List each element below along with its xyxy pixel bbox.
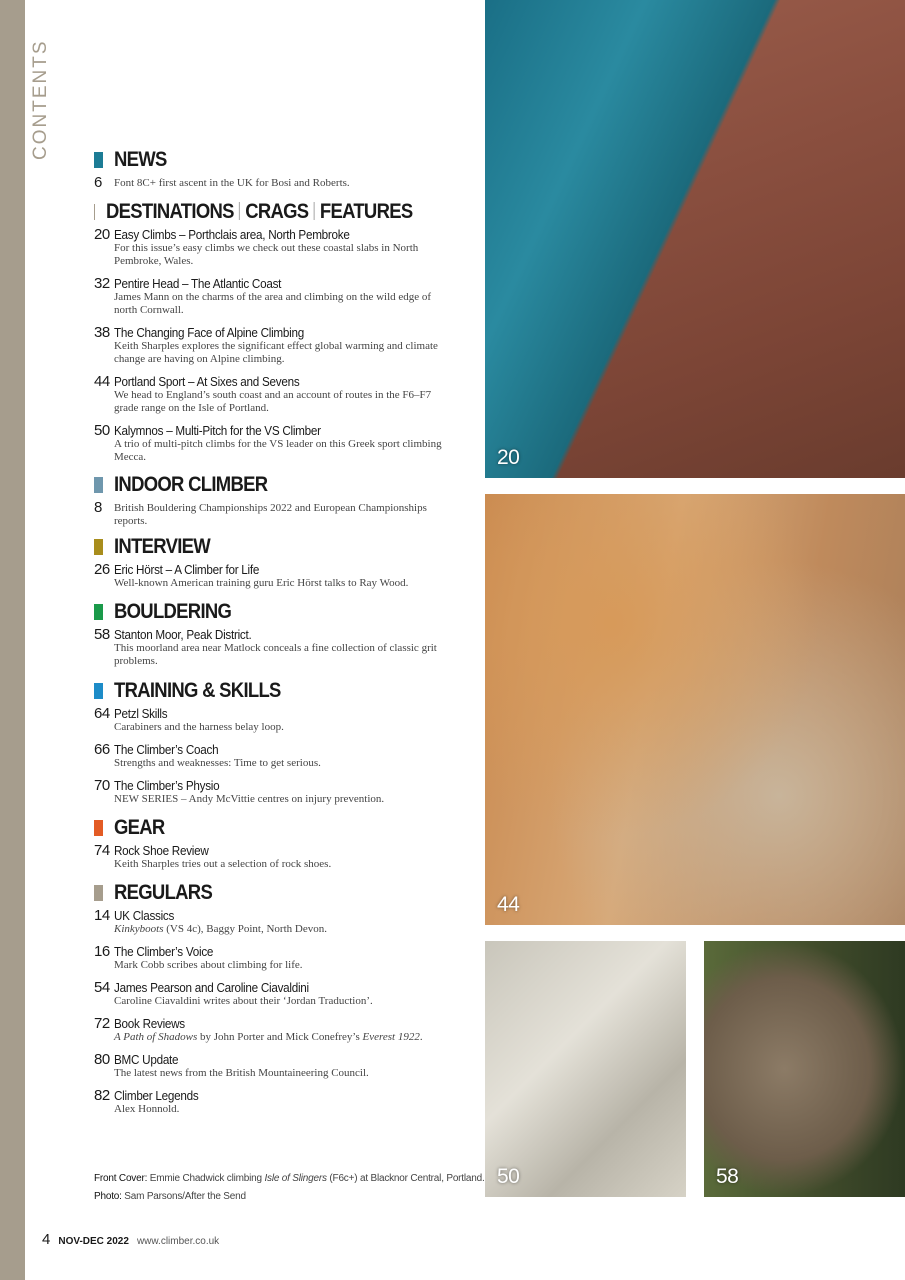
entry-description bbox=[114, 242, 454, 268]
section-heading bbox=[94, 679, 454, 703]
entry-page-number: 50 bbox=[94, 422, 110, 439]
section-heading bbox=[94, 816, 454, 840]
toc-entry[interactable] bbox=[94, 742, 454, 770]
description-segment: We head to England’s south coast and an account of routes in the F6–F7 grade range on the Isle of Portland. bbox=[114, 389, 432, 414]
toc-entry[interactable] bbox=[94, 843, 454, 871]
entry-description bbox=[114, 757, 454, 770]
entry-description bbox=[114, 995, 454, 1008]
entry-page-number: 20 bbox=[94, 226, 110, 243]
entry-description bbox=[114, 1067, 454, 1080]
entry-title: Book Reviews bbox=[114, 1016, 185, 1031]
description-segment: . bbox=[419, 1031, 423, 1043]
entry-page-number: 6 bbox=[94, 174, 102, 191]
section-title-part: FEATURES bbox=[319, 200, 413, 223]
entry-body bbox=[114, 980, 454, 1008]
entry-description bbox=[114, 438, 454, 464]
description-segment: Kinkyboots bbox=[114, 923, 164, 935]
section-title bbox=[114, 473, 267, 497]
section-heading bbox=[94, 473, 454, 497]
entry-body bbox=[114, 908, 454, 936]
entry-body bbox=[114, 778, 454, 806]
toc-section bbox=[94, 816, 454, 879]
section-color-marker bbox=[94, 539, 103, 555]
entry-title: Kalymnos – Multi-Pitch for the VS Climber bbox=[114, 423, 321, 438]
section-title-part: BOULDERING bbox=[114, 600, 232, 623]
entry-page-number: 70 bbox=[94, 777, 110, 794]
entry-title: BMC Update bbox=[114, 1052, 179, 1067]
entry-title: The Changing Face of Alpine Climbing bbox=[114, 325, 304, 340]
toc-section bbox=[94, 473, 454, 536]
toc-entry[interactable] bbox=[94, 325, 454, 366]
entry-body bbox=[114, 944, 454, 972]
entry-page-number: 54 bbox=[94, 979, 110, 996]
section-title bbox=[114, 148, 167, 172]
issue-date: NOV-DEC 2022 bbox=[58, 1236, 129, 1247]
entry-body bbox=[114, 276, 454, 317]
photo-label: Photo: bbox=[94, 1191, 122, 1202]
entry-title: The Climber’s Voice bbox=[114, 944, 214, 959]
entry-page-number: 58 bbox=[94, 626, 110, 643]
toc-entry[interactable] bbox=[94, 500, 454, 528]
description-segment: Font 8C+ first ascent in the UK for Bosi and Roberts. bbox=[114, 177, 350, 189]
contents-label: CONTENTS bbox=[30, 39, 51, 160]
photo-page-number: 44 bbox=[497, 893, 520, 916]
description-segment: Mark Cobb scribes about climbing for life. bbox=[114, 959, 303, 971]
toc-entry[interactable] bbox=[94, 1052, 454, 1080]
entry-description bbox=[114, 291, 454, 317]
photo-page-50[interactable] bbox=[485, 941, 686, 1197]
section-color-marker bbox=[94, 152, 103, 168]
entry-description bbox=[114, 1031, 454, 1044]
entry-page-number: 26 bbox=[94, 561, 110, 578]
entry-title: Climber Legends bbox=[114, 1088, 199, 1103]
section-title-part: INDOOR CLIMBER bbox=[114, 473, 268, 496]
website-link[interactable]: www.climber.co.uk bbox=[136, 1236, 220, 1247]
page-footer bbox=[42, 1231, 219, 1248]
entry-page-number: 82 bbox=[94, 1087, 110, 1104]
section-color-marker bbox=[94, 604, 103, 620]
entry-title: The Climber’s Coach bbox=[114, 742, 219, 757]
section-title-part: REGULARS bbox=[114, 881, 213, 904]
description-segment: Everest 1922 bbox=[362, 1031, 420, 1043]
toc-entry[interactable] bbox=[94, 227, 454, 268]
entry-title: Stanton Moor, Peak District. bbox=[114, 627, 252, 642]
description-segment: A Path of Shadows bbox=[114, 1031, 198, 1043]
entry-description bbox=[114, 340, 454, 366]
toc-section bbox=[94, 881, 454, 1124]
photo-page-number: 58 bbox=[716, 1165, 739, 1188]
entry-description bbox=[114, 959, 454, 972]
photo-page-number: 50 bbox=[497, 1165, 520, 1188]
entry-body bbox=[114, 227, 454, 268]
entry-body bbox=[114, 374, 454, 415]
entry-body bbox=[114, 562, 454, 590]
section-heading bbox=[94, 200, 454, 224]
entry-description bbox=[114, 923, 454, 936]
entry-page-number: 66 bbox=[94, 741, 110, 758]
entry-body bbox=[114, 1016, 454, 1044]
entry-description bbox=[114, 177, 454, 190]
section-title-part: NEWS bbox=[114, 148, 167, 171]
toc-entry[interactable] bbox=[94, 778, 454, 806]
description-segment: A trio of multi-pitch climbs for the VS leader on this Greek sport climbing Mecca. bbox=[114, 438, 442, 463]
section-title bbox=[106, 200, 412, 224]
description-segment: Alex Honnold. bbox=[114, 1103, 180, 1115]
cover-route: Isle of Slingers bbox=[264, 1173, 327, 1184]
section-color-marker bbox=[94, 885, 103, 901]
entry-page-number: 74 bbox=[94, 842, 110, 859]
entry-description bbox=[114, 721, 454, 734]
section-color-marker bbox=[94, 477, 103, 493]
entry-page-number: 16 bbox=[94, 943, 110, 960]
cover-credit bbox=[94, 1170, 485, 1206]
entry-page-number: 44 bbox=[94, 373, 110, 390]
description-segment: (VS 4c), Baggy Point, North Devon. bbox=[163, 923, 327, 935]
toc-section bbox=[94, 148, 454, 198]
toc-entry[interactable] bbox=[94, 175, 454, 190]
entry-title: Rock Shoe Review bbox=[114, 843, 209, 858]
toc-entry[interactable] bbox=[94, 276, 454, 317]
entry-title: UK Classics bbox=[114, 908, 175, 923]
entry-body bbox=[114, 175, 454, 190]
toc-entry[interactable] bbox=[94, 706, 454, 734]
section-title bbox=[114, 679, 281, 703]
entry-description bbox=[114, 858, 454, 871]
section-title bbox=[114, 816, 165, 840]
entry-page-number: 72 bbox=[94, 1015, 110, 1032]
description-segment: Keith Sharples tries out a selection of rock shoes. bbox=[114, 858, 332, 870]
entry-page-number: 80 bbox=[94, 1051, 110, 1068]
entry-page-number: 14 bbox=[94, 907, 110, 924]
entry-title: Petzl Skills bbox=[114, 706, 168, 721]
section-title bbox=[114, 535, 210, 559]
toc-section bbox=[94, 200, 454, 472]
cover-text: Emmie Chadwick climbing bbox=[147, 1173, 265, 1184]
description-segment: This moorland area near Matlock conceals a fine collection of classic grit problems. bbox=[114, 642, 437, 667]
description-segment: The latest news from the British Mountaineering Council. bbox=[114, 1067, 369, 1079]
section-title-part: TRAINING & SKILLS bbox=[114, 679, 281, 702]
section-title-part: DESTINATIONS bbox=[105, 200, 234, 223]
entry-body bbox=[114, 627, 454, 668]
toc-entry[interactable] bbox=[94, 980, 454, 1008]
description-segment: For this issue’s easy climbs we check out these coastal slabs in North Pembroke, Wales. bbox=[114, 242, 419, 267]
entry-description bbox=[114, 1103, 454, 1116]
entry-body bbox=[114, 742, 454, 770]
description-segment: British Bouldering Championships 2022 and European Championships reports. bbox=[114, 502, 427, 527]
side-color-strip bbox=[0, 0, 25, 1280]
section-title-part: INTERVIEW bbox=[114, 535, 211, 558]
cover-label: Front Cover: bbox=[94, 1173, 148, 1184]
entry-page-number: 64 bbox=[94, 705, 110, 722]
section-title bbox=[114, 881, 212, 905]
entry-description bbox=[114, 577, 454, 590]
section-title bbox=[114, 600, 231, 624]
entry-body bbox=[114, 325, 454, 366]
entry-page-number: 32 bbox=[94, 275, 110, 292]
section-heading bbox=[94, 148, 454, 172]
entry-body bbox=[114, 1052, 454, 1080]
photo-page-58[interactable] bbox=[704, 941, 905, 1197]
section-color-marker bbox=[94, 820, 103, 836]
section-color-marker bbox=[94, 204, 95, 220]
section-heading bbox=[94, 535, 454, 559]
entry-title: Pentire Head – The Atlantic Coast bbox=[114, 276, 282, 291]
entry-body bbox=[114, 843, 454, 871]
description-segment: NEW SERIES – Andy McVittie centres on injury prevention. bbox=[114, 793, 385, 805]
toc-section bbox=[94, 600, 454, 676]
entry-description bbox=[114, 502, 454, 528]
entry-title: Easy Climbs – Porthclais area, North Pembroke bbox=[114, 227, 350, 242]
entry-title: Portland Sport – At Sixes and Sevens bbox=[114, 374, 300, 389]
entry-page-number: 8 bbox=[94, 499, 102, 516]
toc-section bbox=[94, 535, 454, 598]
entry-body bbox=[114, 1088, 454, 1116]
photo-page-44[interactable] bbox=[485, 494, 905, 925]
description-segment: by John Porter and Mick Conefrey’s bbox=[197, 1031, 363, 1043]
photo-page-20[interactable] bbox=[485, 0, 905, 478]
photo-credit: Sam Parsons/After the Send bbox=[121, 1191, 246, 1202]
toc-entry[interactable] bbox=[94, 944, 454, 972]
entry-body bbox=[114, 423, 454, 464]
cover-text: (F6c+) at Blacknor Central, Portland. bbox=[326, 1173, 485, 1184]
entry-description bbox=[114, 793, 454, 806]
section-title-part: GEAR bbox=[114, 816, 165, 839]
toc-entry[interactable] bbox=[94, 374, 454, 415]
entry-description bbox=[114, 642, 454, 668]
entry-body bbox=[114, 500, 454, 528]
page-number: 4 bbox=[42, 1231, 51, 1248]
title-separator bbox=[239, 202, 240, 220]
description-segment: Caroline Ciavaldini writes about their ‘Jordan Traduction’. bbox=[114, 995, 373, 1007]
description-segment: Carabiners and the harness belay loop. bbox=[114, 721, 284, 733]
title-separator bbox=[313, 202, 314, 220]
toc-entry[interactable] bbox=[94, 423, 454, 464]
entry-title: The Climber’s Physio bbox=[114, 778, 220, 793]
section-title-part: CRAGS bbox=[244, 200, 309, 223]
description-segment: Strengths and weaknesses: Time to get serious. bbox=[114, 757, 321, 769]
entry-description bbox=[114, 389, 454, 415]
toc-section bbox=[94, 679, 454, 814]
toc-entry[interactable] bbox=[94, 627, 454, 668]
toc-entry[interactable] bbox=[94, 908, 454, 936]
description-segment: Well-known American training guru Eric Hörst talks to Ray Wood. bbox=[114, 577, 409, 589]
section-color-marker bbox=[94, 683, 103, 699]
entry-body bbox=[114, 706, 454, 734]
section-heading bbox=[94, 600, 454, 624]
entry-page-number: 38 bbox=[94, 324, 110, 341]
section-heading bbox=[94, 881, 454, 905]
entry-title: Eric Hörst – A Climber for Life bbox=[114, 562, 260, 577]
toc-entry[interactable] bbox=[94, 1016, 454, 1044]
entry-title: James Pearson and Caroline Ciavaldini bbox=[114, 980, 309, 995]
description-segment: Keith Sharples explores the significant effect global warming and climate change are having on Alpine climbing. bbox=[114, 340, 438, 365]
toc-entry[interactable] bbox=[94, 562, 454, 590]
description-segment: James Mann on the charms of the area and climbing on the wild edge of north Cornwall. bbox=[114, 291, 432, 316]
photo-page-number: 20 bbox=[497, 446, 520, 469]
toc-entry[interactable] bbox=[94, 1088, 454, 1116]
